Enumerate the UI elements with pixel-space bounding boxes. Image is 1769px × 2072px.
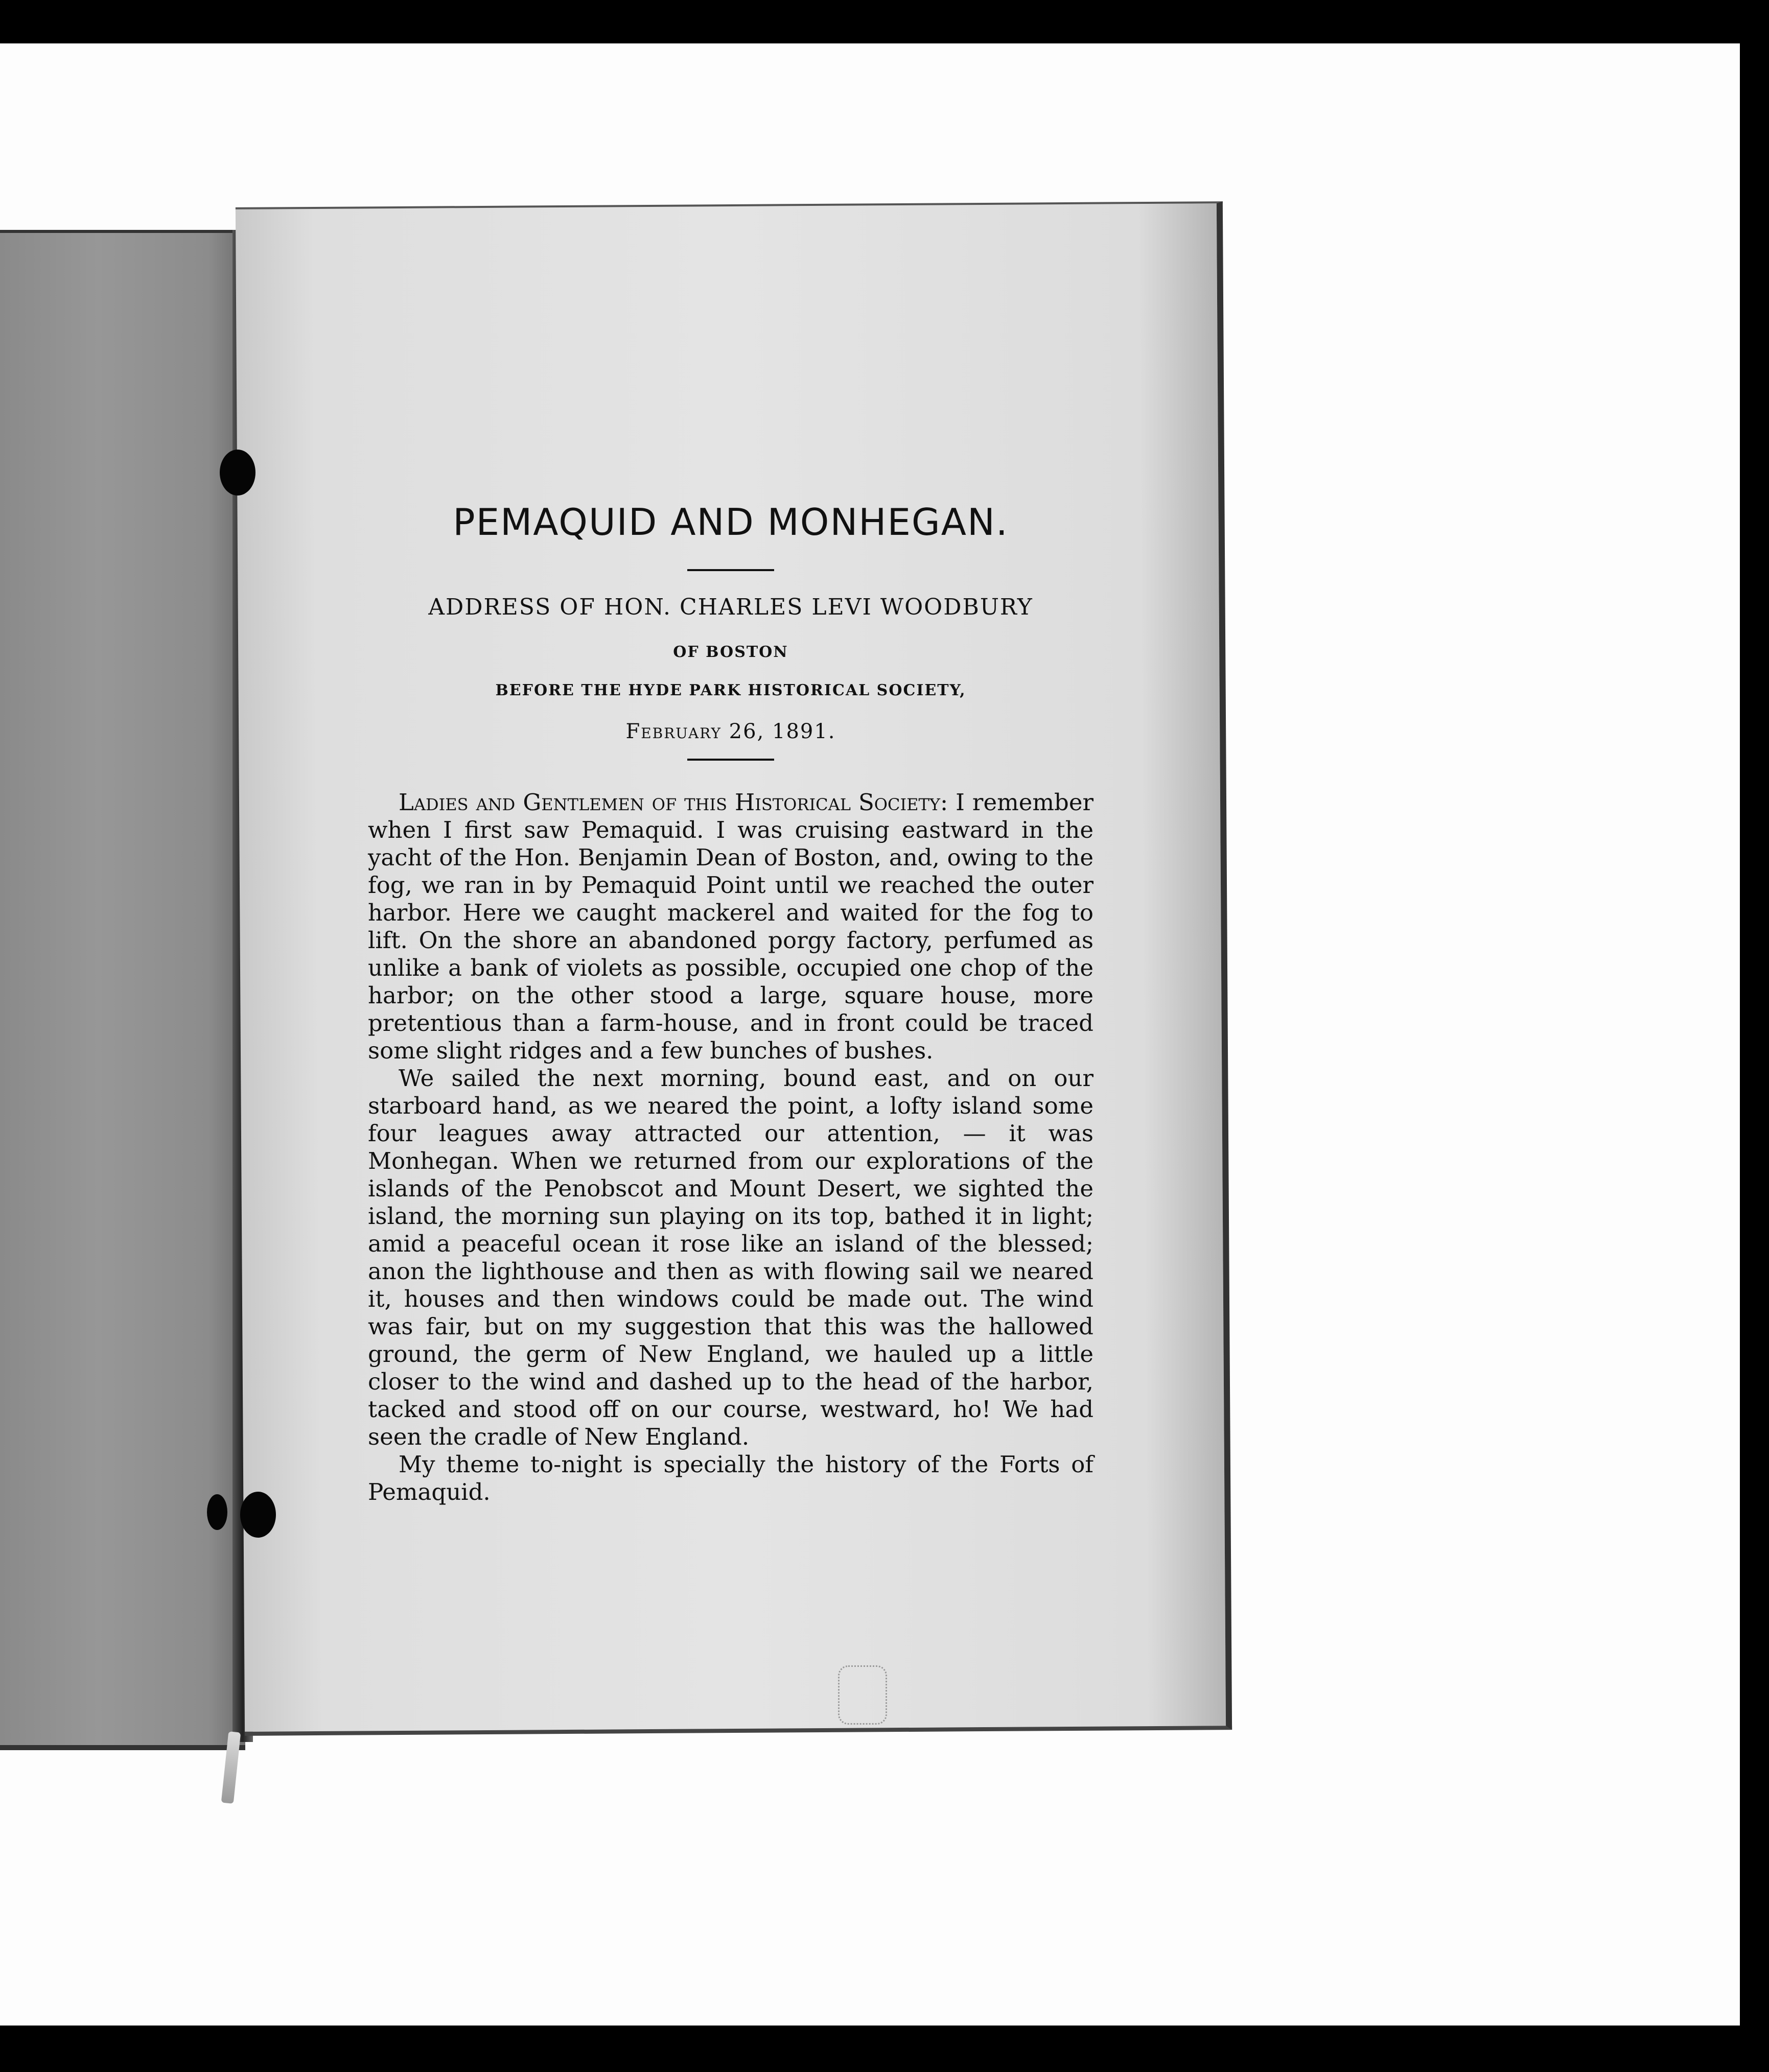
binding-hole-top (220, 450, 255, 496)
page-content (368, 501, 1093, 1506)
location-line: OF BOSTON (673, 643, 788, 661)
society-line: BEFORE THE HYDE PARK HISTORICAL SOCIETY, (495, 681, 966, 699)
binding-hole-bottom-left (207, 1494, 227, 1530)
paragraph-3: My theme to-night is specially the history of the Forts of Pemaquid. (368, 1451, 1093, 1505)
header-divider (687, 759, 774, 761)
title-divider (687, 569, 774, 571)
salutation: Ladies and Gentlemen of this Historical Society: (399, 789, 948, 816)
library-stamp (838, 1665, 887, 1725)
address-line: ADDRESS OF HON. CHARLES LEVI WOODBURY (428, 594, 1033, 620)
binding-hole-bottom (240, 1492, 276, 1538)
date-line: February 26, 1891. (625, 720, 836, 743)
paragraph-1 (368, 789, 1093, 1065)
document-title: PEMAQUID AND MONHEGAN. (453, 501, 1009, 544)
paragraph-2: We sailed the next morning, bound east, and on our starboard hand, as we neared the point, a lofty island some four leagues away attracted our attention, — it was Monhegan. When we returned from our explorations of the islands of the Penobscot and Mount Desert, we sighted the island, the morning sun playing on its top, bathed it in light; amid a peaceful ocean it rose like an island of the blessed; anon the lighthouse and then as with flowing sail we neared it, houses and then windows could be made out. The wind was fair, but on my suggestion that this was the hallowed ground, the germ of New England, we hauled up a little closer to the wind and dashed up to the head of the harbor, tacked and stood off on our course, westward, ho! We had seen the cradle of New England. (368, 1065, 1093, 1450)
paragraph-1-text: I remember when I first saw Pemaquid. I was cruising eastward in the yacht of the Hon. Benjamin Dean of Boston, and, owing to the fog, we ran in by Pemaquid Point until we reached the outer harbor. Here we caught mackerel and waited for the fog to lift. On the shore an abandoned porgy factory, perfumed as unlike a bank of violets as possible, occupied one chop of the harbor; on the other stood a large, square house, more pretentious than a farm-house, and in front could be traced some slight ridges and a few bunches of bushes. (368, 789, 1093, 1064)
